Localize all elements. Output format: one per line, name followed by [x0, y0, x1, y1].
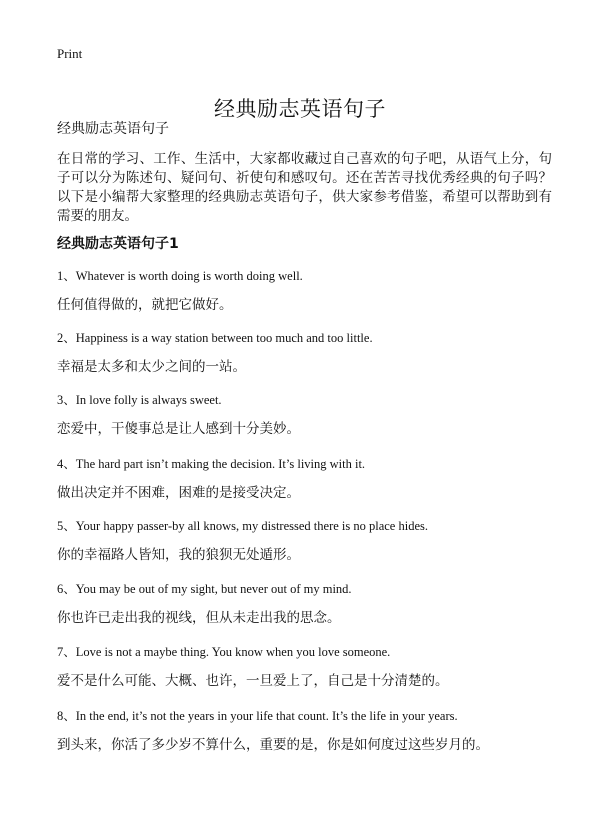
- quote-english: 8、In the end, it’s not the years in your life that count. It’s the life in your years.: [57, 709, 458, 723]
- document-subtitle: 经典励志英语句子: [57, 121, 169, 137]
- quote-chinese: 做出决定并不困难，困难的是接受决定。: [57, 485, 300, 501]
- quote-english: 5、Your happy passer-by all knows, my distressed there is no place hides.: [57, 519, 428, 533]
- quote-english: 3、In love folly is always sweet.: [57, 393, 222, 407]
- quote-chinese: 幸福是太多和太少之间的一站。: [57, 359, 246, 375]
- quote-english: 6、You may be out of my sight, but never out of my mind.: [57, 582, 352, 596]
- quote-chinese: 任何值得做的，就把它做好。: [57, 297, 233, 313]
- quote-entry: [57, 518, 557, 564]
- quote-chinese: 恋爱中，干傻事总是让人感到十分美妙。: [57, 421, 300, 437]
- quote-entry: [57, 456, 557, 502]
- quote-entry: [57, 330, 557, 376]
- intro-paragraph: 在日常的学习、工作、生活中，大家都收藏过自己喜欢的句子吧，从语气上分，句子可以分为陈述句、疑问句、祈使句和感叹句。还在苦苦寻找优秀经典的句子吗？以下是小编帮大家整理的经典励志英语句子，供大家参考借鉴，希望可以帮助到有需要的朋友。: [57, 151, 552, 224]
- document-title: 经典励志英语句子: [214, 97, 386, 122]
- section-heading: 经典励志英语句子1: [57, 236, 179, 252]
- quote-english: 2、Happiness is a way station between too much and too little.: [57, 331, 373, 345]
- quote-english: 7、Love is not a maybe thing. You know when you love someone.: [57, 645, 391, 659]
- quote-chinese: 你也许已走出我的视线，但从未走出我的思念。: [57, 610, 341, 626]
- quote-english: 4、The hard part isn’t making the decision. It’s living with it.: [57, 457, 366, 471]
- quote-entry: [57, 708, 557, 754]
- quote-chinese: 爱不是什么可能、大概、也许，一旦爱上了，自己是十分清楚的。: [57, 673, 449, 689]
- quote-chinese: 你的幸福路人皆知，我的狼狈无处遁形。: [57, 547, 300, 563]
- quote-entry: [57, 581, 557, 627]
- quote-entry: [57, 392, 557, 438]
- quote-chinese: 到头来，你活了多少岁不算什么，重要的是，你是如何度过这些岁月的。: [57, 737, 489, 753]
- quote-entry: [57, 644, 557, 690]
- quote-english: 1、Whatever is worth doing is worth doing well.: [57, 269, 303, 283]
- quote-entry: [57, 268, 557, 314]
- print-link[interactable]: Print: [57, 46, 83, 61]
